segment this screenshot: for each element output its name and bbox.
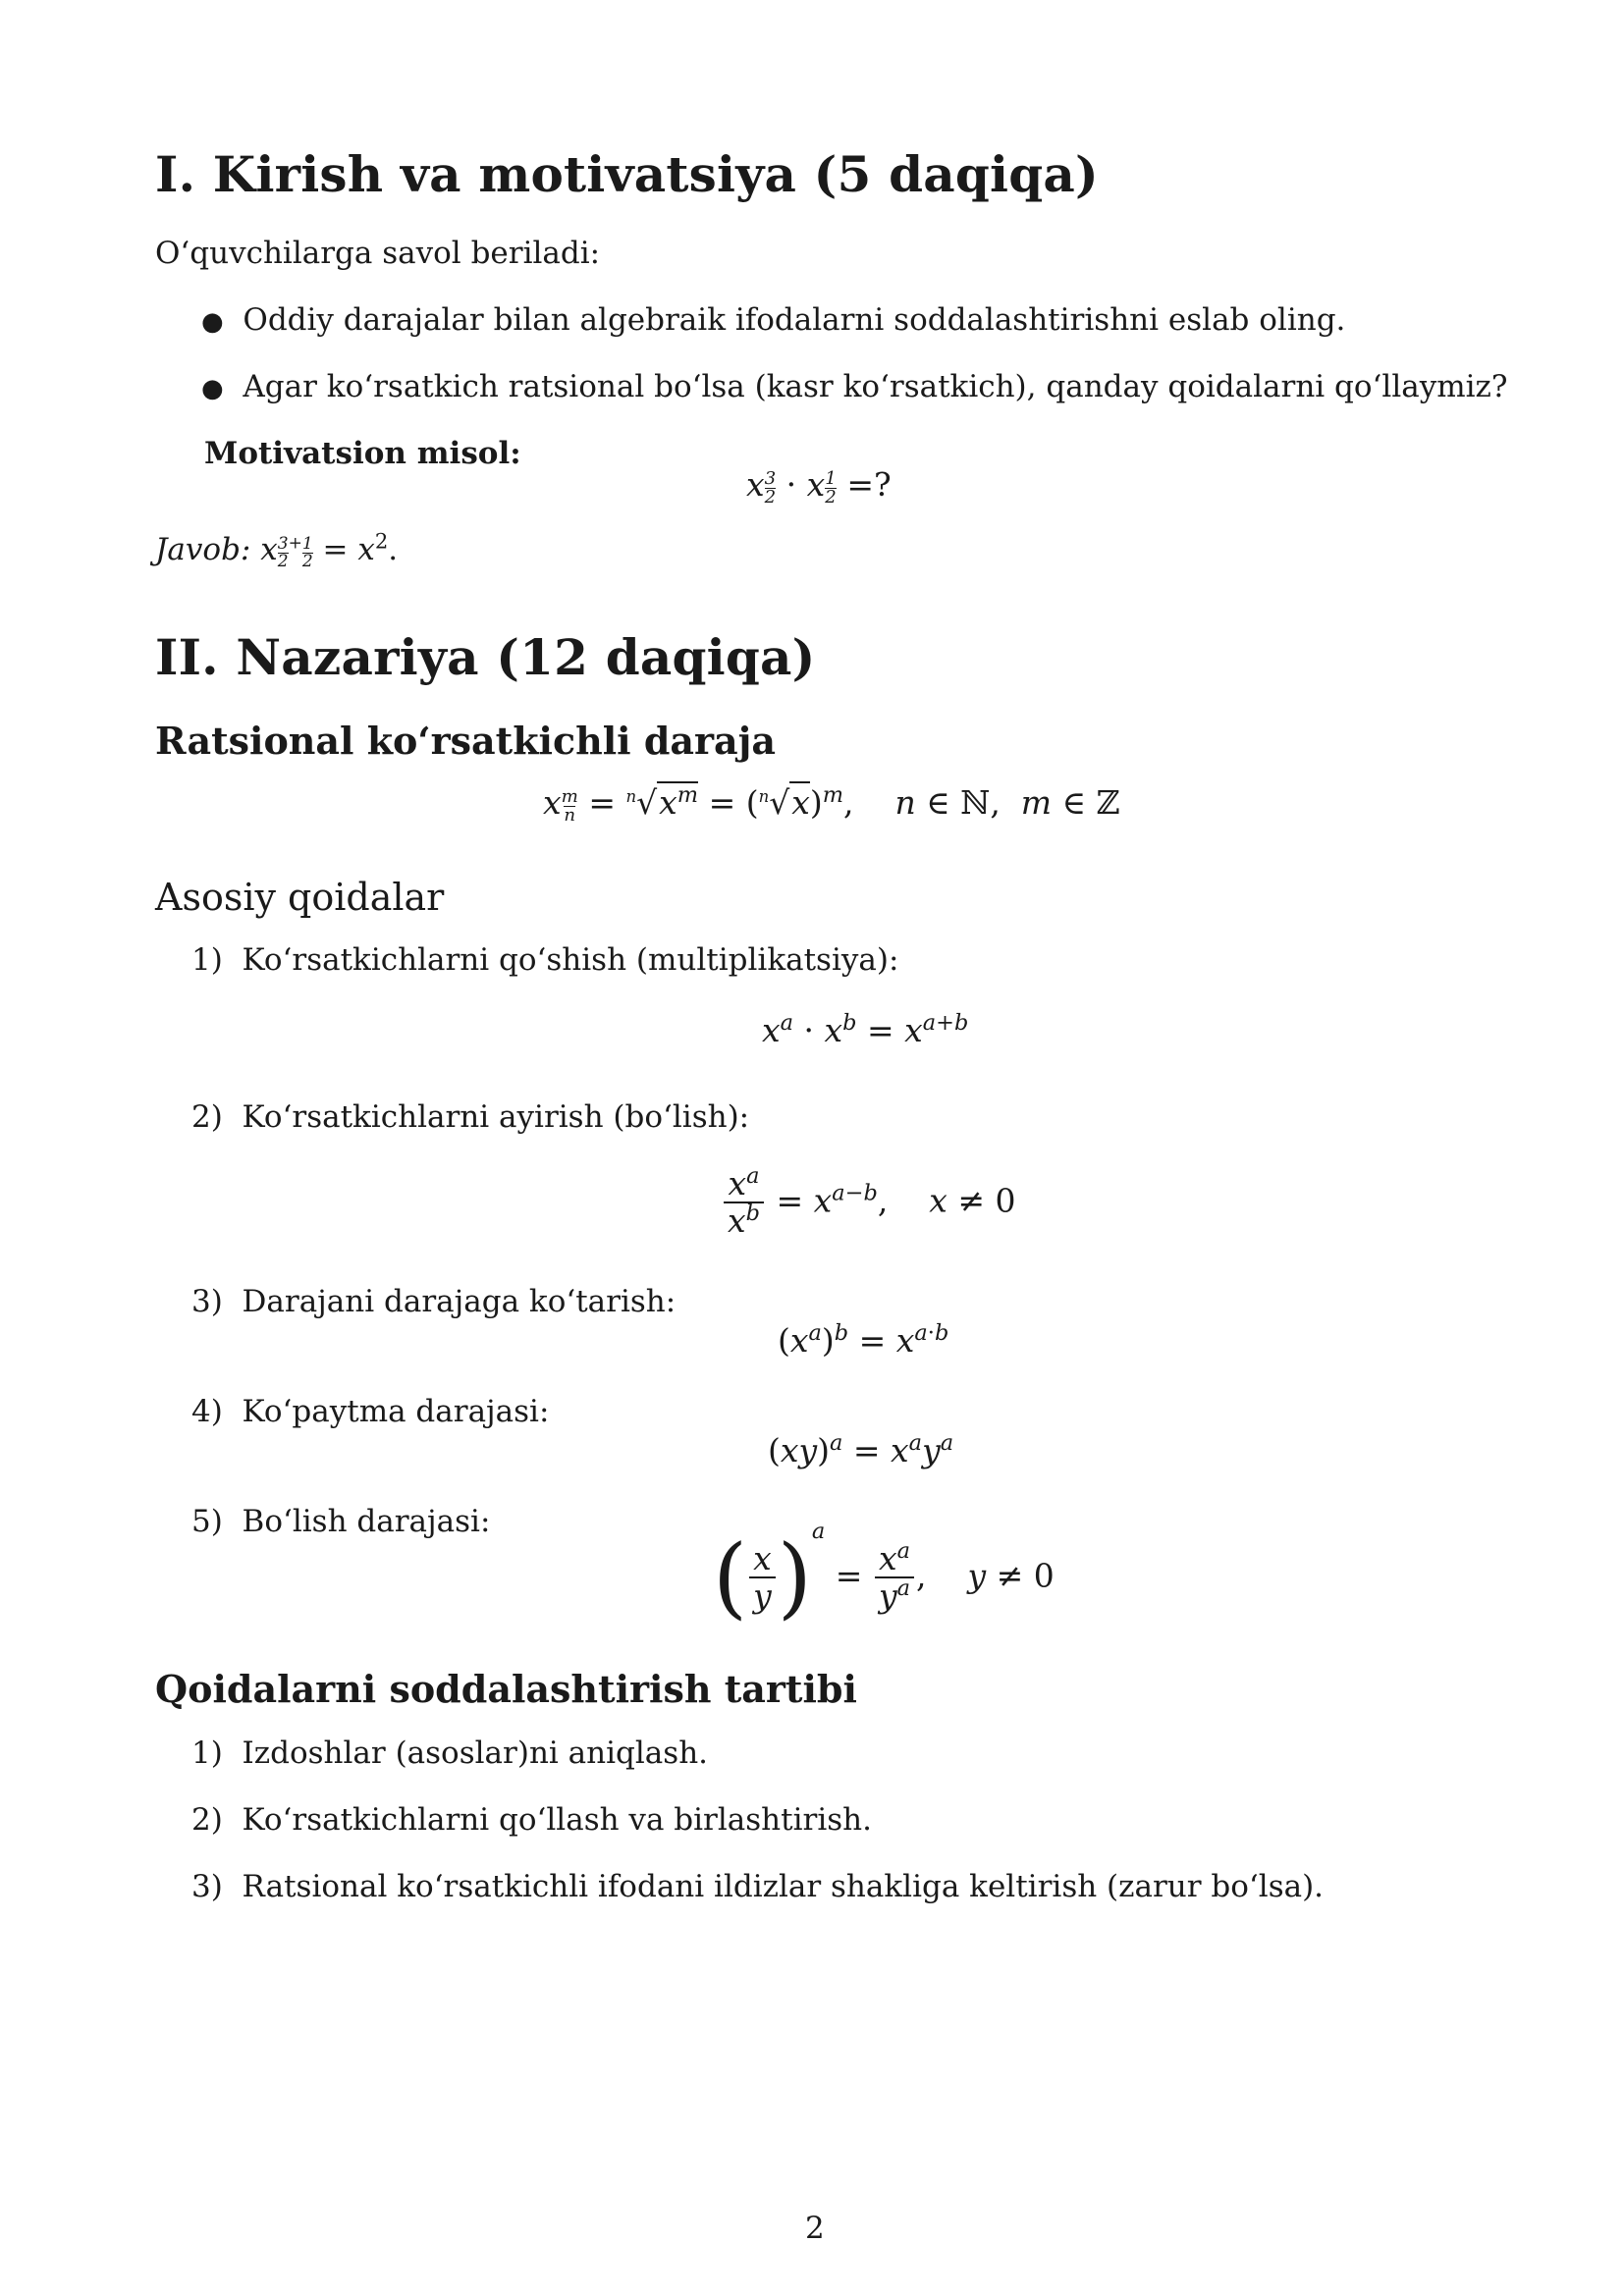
bullet-icon: ● [201,307,224,337]
subsection-rational-power: Ratsional ko‘rsatkichli daraja [155,719,777,763]
motivation-formula: x $\frac{3}{2}$ · x $\frac{1}{2}$ =? [746,465,892,508]
step-number: 2) [191,1802,223,1838]
rule-text: Ko‘paytma darajasi: [242,1394,550,1429]
rule-number: 2) [191,1099,223,1135]
subsection-basic-rules: Asosiy qoidalar [155,876,445,919]
step-text: Ratsional ko‘rsatkichli ifodani ildizlar shakliga keltirish (zarur bo‘lsa). [242,1869,1325,1904]
section-1-title: I. Kirish va motivatsiya (5 daqiqa) [155,145,1099,203]
section-1-intro: O‘quvchilarga savol beriladi: [155,236,601,271]
rule-3 [191,1284,676,1319]
rule-number: 4) [191,1394,223,1429]
rule-number: 1) [191,942,223,978]
step-text: Ko‘rsatkichlarni qo‘llash va birlashtirish. [242,1802,872,1838]
step-3 [191,1869,1324,1904]
bullet-text: Agar ko‘rsatkich ratsional bo‘lsa (kasr ko‘rsatkich), qanday qoidalarni qo‘llaymiz? [243,369,1508,404]
step-text: Izdoshlar (asoslar)ni aniqlash. [242,1735,709,1771]
rule-2 [191,1099,749,1135]
rule-4 [191,1394,549,1429]
rule-text: Ko‘rsatkichlarni ayirish (bo‘lish): [242,1099,750,1135]
bullet-text: Oddiy darajalar bilan algebraik ifodalarni soddalashtirishni eslab oling. [243,302,1346,338]
rule-number: 5) [191,1504,223,1539]
bullet-item-1 [201,302,1345,338]
step-number: 3) [191,1869,223,1904]
answer-label: Javob: [155,532,251,567]
page-number: 2 [805,2211,825,2246]
bullet-item-2 [201,369,1508,404]
rule-3-formula: $(x^a)^b = x^{a\cdot b}$ [778,1320,949,1360]
section-2-title: II. Nazariya (12 daqiqa) [155,628,816,686]
subsection-simplification-order: Qoidalarni soddalashtirish tartibi [155,1667,857,1711]
answer-line: Javob: x $\frac{3}{2}$ + $\frac{1}{2}$ = $x^2$. [155,528,399,571]
rule-text: Ko‘rsatkichlarni qo‘shish (multiplikatsiya): [242,942,899,978]
rule-5 [191,1504,490,1539]
motivation-label: Motivatsion misol: [204,436,521,471]
step-1 [191,1735,708,1771]
bullet-icon: ● [201,374,224,403]
step-2 [191,1802,872,1838]
rule-1 [191,942,898,978]
rule-2-formula: $\frac{x^a}{x^b}$ = $x^{a-b}$, x ≠ 0 [722,1166,1016,1240]
rule-text: Bo‘lish darajasi: [242,1504,491,1539]
rule-5-formula: ( $\frac{x}{y}$ )$^a$ = $\frac{x^a}{y^a}$ , y ≠ 0 [713,1519,1055,1629]
rule-4-formula: $(xy)^a = x^ay^a$ [768,1430,954,1469]
rule-1-formula: $x^a \cdot x^b = x^{a+b}$ [762,1010,969,1049]
step-number: 1) [191,1735,223,1771]
rule-number: 3) [191,1284,223,1319]
rule-text: Darajani darajaga ko‘tarish: [242,1284,677,1319]
rational-power-definition: x $\frac{m}{n}$ = $^n√x^m = (^n√x)^m$, n ∈ ℕ, m ∈ ℤ [543,782,1120,827]
